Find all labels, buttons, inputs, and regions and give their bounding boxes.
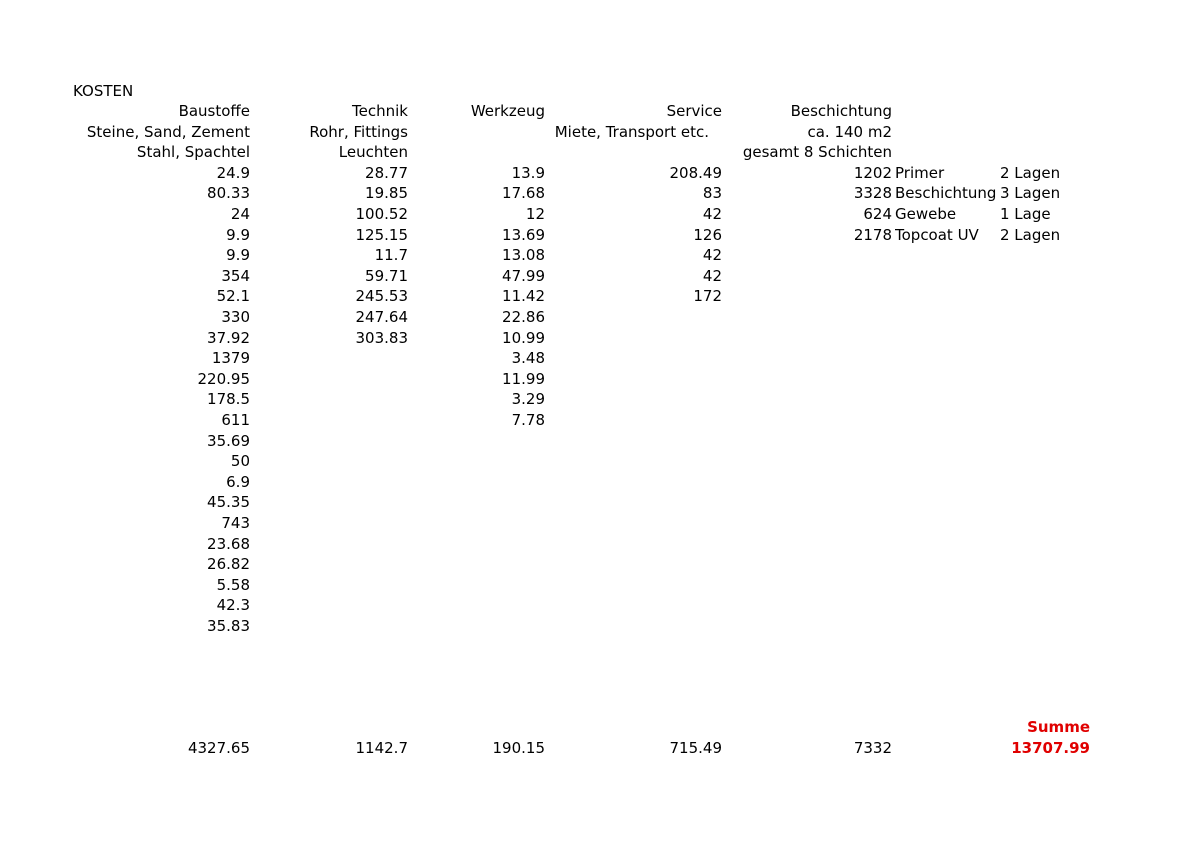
technik-header-1: Rohr, Fittings: [309, 122, 408, 141]
beschichtung-value: 1202: [853, 163, 892, 182]
werkzeug-value: 13.08: [502, 246, 545, 265]
sheet-title: KOSTEN: [73, 82, 134, 100]
technik-value: 247.64: [355, 308, 408, 326]
service-value: 172: [693, 287, 722, 306]
werkzeug-value: 22.86: [502, 308, 545, 326]
werkzeug-value: 3.29: [511, 390, 545, 409]
baustoffe-value: 611: [221, 411, 250, 429]
service-value: 83: [702, 184, 722, 203]
coating-item-name: Beschichtung: [895, 184, 997, 203]
baustoffe-value: 220.95: [197, 369, 250, 388]
werkzeug-value: 13.9: [511, 163, 545, 182]
coating-item-name: Topcoat UV: [895, 225, 979, 244]
service-value: 42: [702, 205, 722, 223]
baustoffe-value: 35.69: [207, 431, 250, 450]
technik-value: 28.77: [365, 163, 408, 182]
service-value: 42: [702, 246, 722, 265]
baustoffe-value: 5.58: [216, 575, 250, 594]
werkzeug-value: 7.78: [511, 411, 545, 429]
technik-value: 245.53: [355, 287, 408, 306]
service-header-0: Service: [666, 102, 722, 120]
technik-value: 11.7: [374, 246, 408, 265]
baustoffe-value: 354: [221, 266, 250, 285]
baustoffe-value: 80.33: [207, 184, 250, 203]
werkzeug-total: 190.15: [492, 739, 545, 757]
baustoffe-value: 6.9: [226, 472, 250, 491]
coating-item-name: Primer: [895, 163, 945, 182]
baustoffe-total: 4327.65: [187, 739, 250, 757]
baustoffe-value: 42.3: [216, 596, 250, 615]
coating-item-name: Gewebe: [895, 205, 957, 223]
baustoffe-value: 37.92: [207, 328, 250, 347]
technik-header-2: Leuchten: [338, 143, 408, 162]
baustoffe-value: 9.9: [226, 225, 250, 244]
baustoffe-header-1: Steine, Sand, Zement: [86, 122, 250, 141]
baustoffe-value: 1379: [211, 349, 250, 368]
baustoffe-value: 50: [230, 452, 250, 471]
werkzeug-value: 13.69: [502, 225, 545, 244]
werkzeug-value: 47.99: [502, 266, 545, 285]
baustoffe-value: 23.68: [207, 534, 250, 553]
coating-layer-count: 1 Lage: [1000, 205, 1051, 223]
service-value: 126: [693, 225, 722, 244]
summe-label: Summe: [1027, 718, 1090, 736]
beschichtung-header-1: ca. 140 m2: [807, 122, 892, 141]
coating-layer-count: 3 Lagen: [1000, 184, 1061, 203]
technik-total: 1142.7: [355, 739, 408, 757]
beschichtung-value: 2178: [853, 225, 892, 244]
technik-header-0: Technik: [352, 102, 408, 120]
werkzeug-value: 3.48: [511, 349, 545, 368]
baustoffe-value: 330: [221, 308, 250, 326]
werkzeug-value: 11.99: [502, 369, 545, 388]
baustoffe-value: 52.1: [216, 287, 250, 306]
werkzeug-value: 17.68: [502, 184, 545, 203]
werkzeug-header-0: Werkzeug: [470, 102, 545, 120]
baustoffe-header-2: Stahl, Spachtel: [136, 143, 250, 162]
baustoffe-value: 743: [221, 514, 250, 532]
baustoffe-header-0: Baustoffe: [178, 102, 250, 120]
technik-value: 59.71: [365, 266, 408, 285]
beschichtung-value: 624: [863, 205, 892, 223]
technik-value: 19.85: [365, 184, 408, 203]
werkzeug-value: 10.99: [502, 328, 545, 347]
baustoffe-value: 35.83: [207, 617, 250, 635]
baustoffe-value: 45.35: [207, 493, 250, 512]
beschichtung-total: 7332: [853, 739, 892, 757]
baustoffe-value: 26.82: [207, 555, 250, 574]
technik-value: 303.83: [355, 328, 408, 347]
service-header-1: Miete, Transport etc.: [554, 122, 709, 141]
technik-value: 100.52: [355, 205, 408, 223]
coating-layer-count: 2 Lagen: [1000, 225, 1061, 244]
beschichtung-header-2: gesamt 8 Schichten: [742, 143, 892, 162]
baustoffe-value: 24.9: [216, 163, 250, 182]
beschichtung-header-0: Beschichtung: [790, 102, 892, 120]
baustoffe-value: 178.5: [207, 390, 250, 409]
werkzeug-value: 11.42: [502, 287, 545, 306]
coating-layer-count: 2 Lagen: [1000, 163, 1061, 182]
beschichtung-value: 3328: [853, 184, 892, 203]
service-value: 208.49: [669, 163, 722, 182]
baustoffe-value: 24: [230, 205, 250, 223]
service-total: 715.49: [669, 739, 722, 757]
baustoffe-value: 9.9: [226, 246, 250, 265]
summe-value: 13707.99: [1011, 739, 1090, 757]
werkzeug-value: 12: [525, 205, 545, 223]
technik-value: 125.15: [355, 225, 408, 244]
service-value: 42: [702, 266, 722, 285]
